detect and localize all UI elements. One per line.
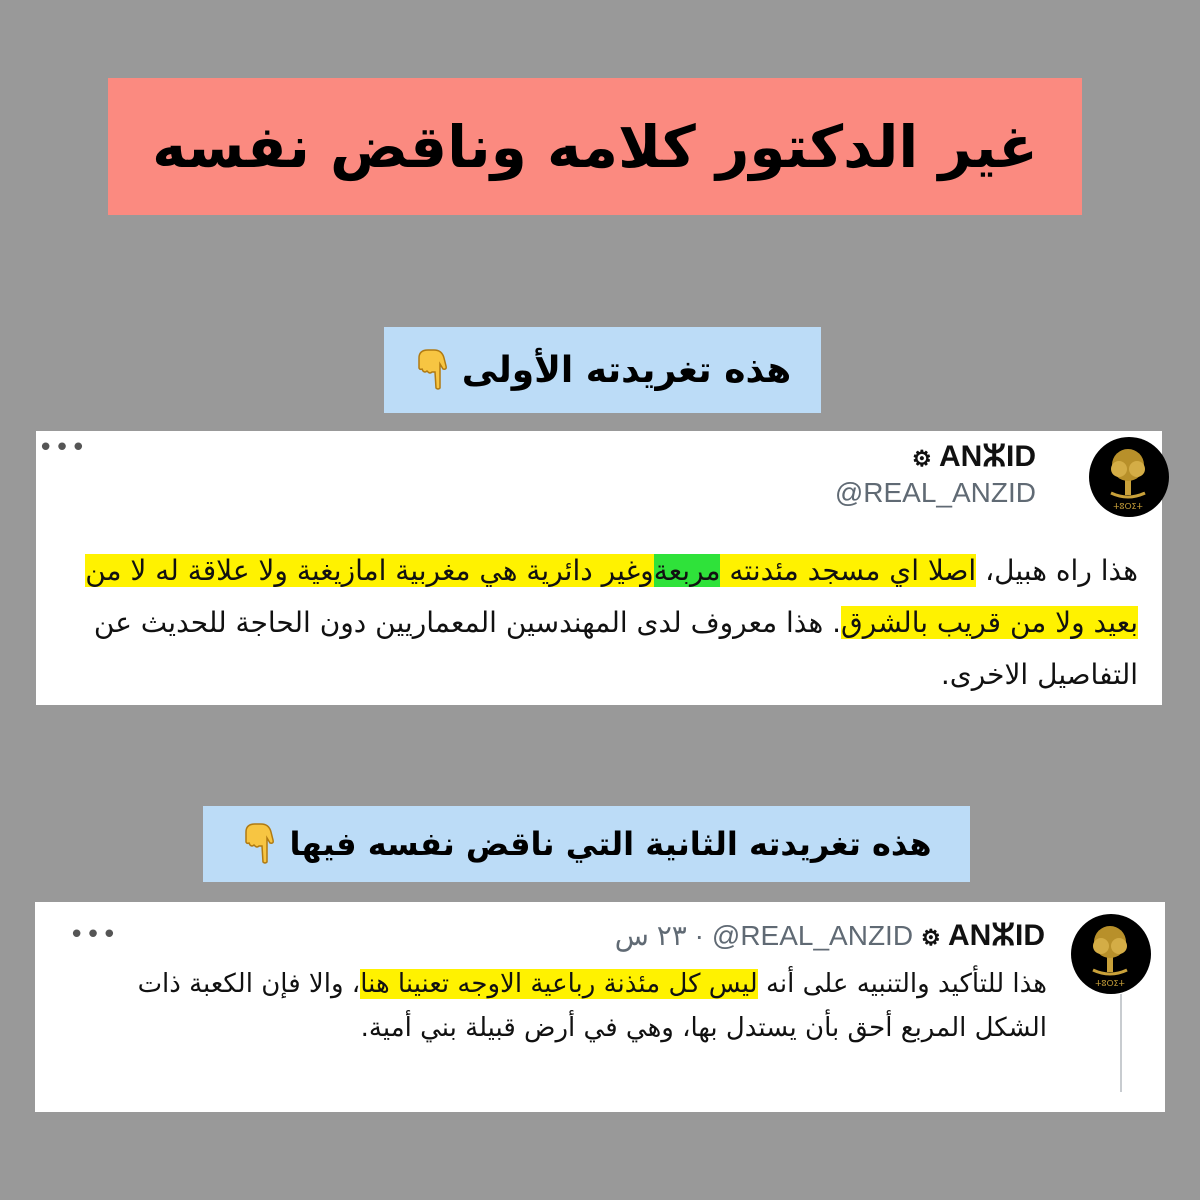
pointing-down-icon bbox=[241, 822, 279, 866]
svg-text:ⵜⵓⵔⵉⵜ: ⵜⵓⵔⵉⵜ bbox=[1113, 502, 1143, 511]
first-tweet-label bbox=[384, 327, 821, 413]
tree-logo-icon bbox=[1089, 437, 1169, 517]
tweet-header bbox=[615, 918, 1045, 953]
second-tweet-label-text: هذه تغريدته الثانية التي ناقض نفسه فيها bbox=[289, 825, 932, 863]
main-title bbox=[108, 78, 1082, 215]
highlighted-text: وغير دائرية هي مغربية امازيغية ولا علاقة له لا من بعيد ولا من قريب بالشرق bbox=[85, 554, 1138, 639]
settings-gear-icon: ⚙ bbox=[921, 925, 941, 950]
tweet-text-segment: هذا للتأكيد والتنبيه على أنه bbox=[757, 969, 1047, 999]
second-tweet-card bbox=[35, 902, 1165, 1112]
display-name-text: ANⵣID bbox=[948, 919, 1045, 952]
main-title-text: غير الدكتور كلامه وناقض نفسه bbox=[152, 112, 1038, 181]
more-options-icon[interactable]: ••• bbox=[69, 920, 119, 950]
first-tweet-card bbox=[36, 431, 1162, 705]
highlighted-text-green: مربعة bbox=[653, 554, 721, 587]
user-handle[interactable]: @REAL_ANZID bbox=[711, 919, 914, 951]
tweet-body bbox=[48, 545, 1138, 701]
pointing-down-icon bbox=[414, 348, 452, 392]
second-tweet-label bbox=[203, 806, 970, 882]
display-name[interactable] bbox=[921, 918, 1045, 953]
avatar[interactable] bbox=[1071, 914, 1151, 994]
highlighted-text: ليس كل مئذنة رباعية الاوجه تعنينا هنا bbox=[360, 969, 758, 999]
tweet-time[interactable]: · ٢٣ س bbox=[614, 920, 704, 951]
more-options-icon[interactable]: ••• bbox=[38, 433, 88, 463]
user-handle[interactable]: @REAL_ANZID bbox=[834, 477, 1036, 508]
tweet-body bbox=[57, 962, 1047, 1050]
display-name-text: ANⵣID bbox=[939, 440, 1036, 473]
tweet-text-segment: ، والا فإن الكعبة ذات الشكل المربع أحق بأن يستدل بها، وهي في أرض قبيلة بني أمية. bbox=[137, 969, 1047, 1043]
highlighted-text: اصلا اي مسجد مئدنته bbox=[720, 554, 977, 587]
avatar[interactable] bbox=[1089, 437, 1169, 517]
tweet-text-segment: . هذا معروف لدى المهندسين المعماريين دون الحاجة للحديث عن التفاصيل الاخرى. bbox=[93, 606, 1138, 691]
display-name[interactable] bbox=[912, 439, 1036, 474]
first-tweet-label-text: هذه تغريدته الأولى bbox=[461, 349, 792, 391]
thread-line bbox=[1120, 994, 1122, 1092]
tree-logo-icon bbox=[1071, 914, 1151, 994]
tweet-text-segment: هذا راه هبيل، bbox=[976, 554, 1138, 587]
settings-gear-icon: ⚙ bbox=[912, 446, 932, 471]
svg-text:ⵜⵓⵔⵉⵜ: ⵜⵓⵔⵉⵜ bbox=[1095, 979, 1125, 988]
